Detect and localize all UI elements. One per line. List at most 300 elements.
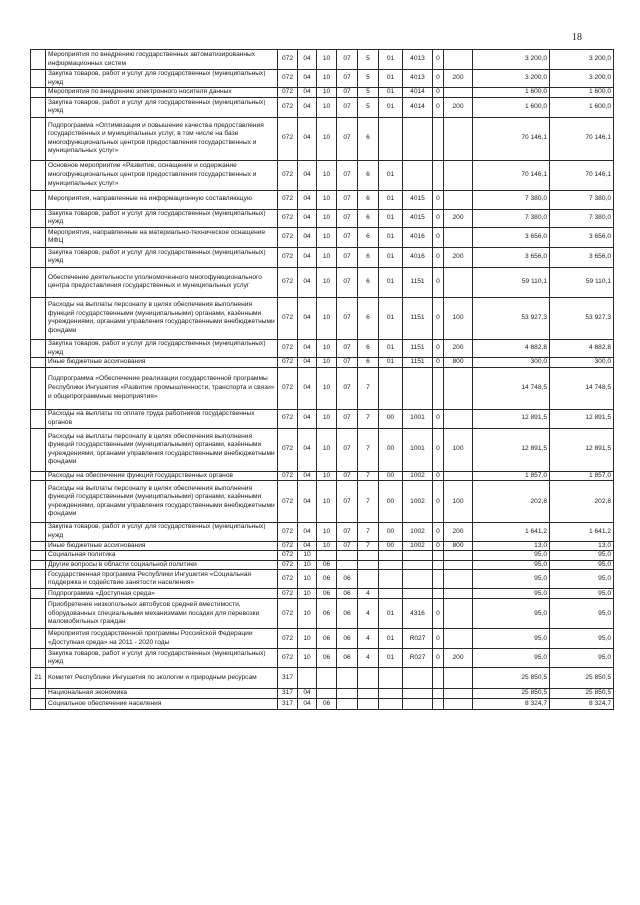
sub-code-cell [433, 668, 444, 689]
direction-code-cell: 4316 [403, 599, 433, 629]
section-code-cell: 04 [298, 209, 317, 227]
program-code-cell: 06 [337, 599, 358, 629]
row-number-cell: 21 [31, 668, 46, 689]
admin-code-cell: 072 [278, 471, 298, 481]
table-row [31, 523, 614, 541]
amount-approved-cell: 25 850,5 [550, 689, 614, 699]
subprogram-code-cell: 4 [358, 629, 379, 649]
sub-code-cell [433, 570, 444, 589]
event-code-cell [379, 551, 403, 561]
event-code-cell [379, 589, 403, 599]
sub-code-cell: 0 [433, 409, 444, 428]
subprogram-code-cell: 4 [358, 599, 379, 629]
subsection-code-cell: 10 [317, 367, 337, 409]
program-code-cell: 07 [337, 471, 358, 481]
amount-cell: 70 146,1 [473, 160, 550, 190]
expense-type-code-cell [444, 560, 473, 570]
item-name-cell: Закупка товаров, работ и услуг для государственных (муниципальных) нужд [46, 209, 278, 227]
sub-code-cell [433, 589, 444, 599]
sub-code-cell: 0 [433, 50, 444, 70]
item-name-cell: Иные бюджетные ассигнования [46, 358, 278, 368]
row-number-cell [31, 599, 46, 629]
amount-cell: 1 857,0 [473, 471, 550, 481]
expense-type-code-cell [444, 599, 473, 629]
sub-code-cell [433, 689, 444, 699]
admin-code-cell: 072 [278, 367, 298, 409]
subprogram-code-cell: 6 [358, 209, 379, 227]
sub-code-cell: 0 [433, 297, 444, 339]
section-code-cell: 04 [298, 698, 317, 709]
direction-code-cell: 1151 [403, 297, 433, 339]
admin-code-cell: 072 [278, 247, 298, 267]
table-row [31, 160, 614, 190]
expense-type-code-cell: 100 [444, 297, 473, 339]
direction-code-cell: 1151 [403, 339, 433, 357]
amount-approved-cell: 3 200,0 [550, 50, 614, 70]
item-name-cell: Мероприятия, направленные на информационную составляющую [46, 190, 278, 209]
expense-type-code-cell [444, 117, 473, 160]
row-number-cell [31, 209, 46, 227]
row-number-cell [31, 481, 46, 523]
event-code-cell: 01 [379, 88, 403, 98]
event-code-cell: 00 [379, 523, 403, 541]
amount-approved-cell: 70 146,1 [550, 117, 614, 160]
admin-code-cell: 072 [278, 267, 298, 297]
row-number-cell [31, 297, 46, 339]
subsection-code-cell: 10 [317, 523, 337, 541]
sub-code-cell [433, 551, 444, 561]
table-row [31, 541, 614, 551]
amount-cell: 95,0 [473, 570, 550, 589]
admin-code-cell: 072 [278, 560, 298, 570]
amount-cell: 3 200,0 [473, 50, 550, 70]
row-number-cell [31, 428, 46, 471]
subprogram-code-cell: 7 [358, 523, 379, 541]
subsection-code-cell: 10 [317, 471, 337, 481]
row-number-cell [31, 97, 46, 117]
subsection-code-cell: 10 [317, 117, 337, 160]
table-row [31, 88, 614, 98]
sub-code-cell [433, 160, 444, 190]
subsection-code-cell: 10 [317, 97, 337, 117]
amount-cell: 7 380,0 [473, 209, 550, 227]
amount-cell: 59 110,1 [473, 267, 550, 297]
event-code-cell: 01 [379, 339, 403, 357]
amount-cell: 3 656,0 [473, 227, 550, 247]
table-row [31, 599, 614, 629]
row-number-cell [31, 471, 46, 481]
table-row [31, 339, 614, 357]
item-name-cell: Расходы на выплаты персоналу в целях обеспечения выполнения функций государственными (муниципальными) органами, казёнными учреждениями, органами управления государственными внебюджетными фондами [46, 481, 278, 523]
section-code-cell: 10 [298, 551, 317, 561]
subprogram-code-cell: 5 [358, 97, 379, 117]
admin-code-cell: 317 [278, 668, 298, 689]
expense-type-code-cell: 200 [444, 247, 473, 267]
sub-code-cell: 0 [433, 267, 444, 297]
event-code-cell: 01 [379, 227, 403, 247]
amount-approved-cell: 7 380,0 [550, 209, 614, 227]
subprogram-code-cell: 6 [358, 247, 379, 267]
subprogram-code-cell: 6 [358, 117, 379, 160]
program-code-cell: 07 [337, 247, 358, 267]
event-code-cell: 01 [379, 649, 403, 668]
sub-code-cell: 0 [433, 227, 444, 247]
row-number-cell [31, 70, 46, 88]
direction-code-cell: 4014 [403, 97, 433, 117]
item-name-cell: Расходы на выплаты персоналу в целях обеспечения выполнения функций государственными (муниципальными) органами, казёнными учреждениями, органами управления государственными внебюджетными фондами [46, 428, 278, 471]
row-number-cell [31, 227, 46, 247]
subprogram-code-cell: 6 [358, 339, 379, 357]
subprogram-code-cell [358, 560, 379, 570]
subprogram-code-cell [358, 551, 379, 561]
subprogram-code-cell: 7 [358, 428, 379, 471]
amount-cell: 95,0 [473, 649, 550, 668]
sub-code-cell [433, 698, 444, 709]
item-name-cell: Национальная экономика [46, 689, 278, 699]
table-row [31, 297, 614, 339]
sub-code-cell: 0 [433, 599, 444, 629]
sub-code-cell: 0 [433, 358, 444, 368]
section-code-cell: 04 [298, 160, 317, 190]
program-code-cell [337, 560, 358, 570]
subsection-code-cell: 10 [317, 267, 337, 297]
expense-type-code-cell [444, 471, 473, 481]
row-number-cell [31, 551, 46, 561]
page-number: 18 [572, 32, 582, 43]
amount-cell: 3 200,0 [473, 70, 550, 88]
amount-cell: 95,0 [473, 599, 550, 629]
program-code-cell: 07 [337, 297, 358, 339]
section-code-cell: 04 [298, 297, 317, 339]
section-code-cell: 10 [298, 629, 317, 649]
table-row [31, 209, 614, 227]
amount-cell: 53 927,3 [473, 297, 550, 339]
direction-code-cell: 1001 [403, 428, 433, 471]
expense-type-code-cell [444, 50, 473, 70]
subsection-code-cell: 10 [317, 88, 337, 98]
direction-code-cell [403, 689, 433, 699]
amount-cell: 202,8 [473, 481, 550, 523]
program-code-cell: 07 [337, 541, 358, 551]
section-code-cell: 10 [298, 649, 317, 668]
program-code-cell: 07 [337, 367, 358, 409]
amount-approved-cell: 300,0 [550, 358, 614, 368]
subsection-code-cell: 10 [317, 190, 337, 209]
expense-type-code-cell [444, 409, 473, 428]
event-code-cell [379, 367, 403, 409]
direction-code-cell: 4016 [403, 247, 433, 267]
subsection-code-cell: 10 [317, 247, 337, 267]
table-row [31, 50, 614, 70]
subprogram-code-cell: 5 [358, 88, 379, 98]
row-number-cell [31, 367, 46, 409]
admin-code-cell: 072 [278, 88, 298, 98]
event-code-cell: 00 [379, 428, 403, 471]
subprogram-code-cell: 6 [358, 227, 379, 247]
direction-code-cell [403, 367, 433, 409]
subprogram-code-cell [358, 698, 379, 709]
amount-cell: 14 748,5 [473, 367, 550, 409]
subsection-code-cell: 06 [317, 599, 337, 629]
item-name-cell: Закупка товаров, работ и услуг для государственных (муниципальных) нужд [46, 70, 278, 88]
program-code-cell: 07 [337, 117, 358, 160]
row-number-cell [31, 589, 46, 599]
row-number-cell [31, 560, 46, 570]
amount-cell: 12 891,5 [473, 428, 550, 471]
amount-cell: 300,0 [473, 358, 550, 368]
event-code-cell [379, 570, 403, 589]
item-name-cell: Мероприятия государственной программы Российской Федерации «Доступная среда» на 2011 - 2020 годы [46, 629, 278, 649]
amount-approved-cell: 14 748,5 [550, 367, 614, 409]
section-code-cell: 04 [298, 70, 317, 88]
section-code-cell: 04 [298, 50, 317, 70]
program-code-cell: 07 [337, 50, 358, 70]
amount-approved-cell: 1 641,2 [550, 523, 614, 541]
direction-code-cell: 4013 [403, 50, 433, 70]
event-code-cell: 01 [379, 247, 403, 267]
admin-code-cell: 072 [278, 570, 298, 589]
amount-approved-cell: 95,0 [550, 649, 614, 668]
event-code-cell: 01 [379, 70, 403, 88]
sub-code-cell [433, 117, 444, 160]
subsection-code-cell: 06 [317, 570, 337, 589]
section-code-cell: 04 [298, 117, 317, 160]
amount-cell: 8 324,7 [473, 698, 550, 709]
subsection-code-cell: 10 [317, 70, 337, 88]
event-code-cell: 01 [379, 160, 403, 190]
direction-code-cell [403, 589, 433, 599]
row-number-cell [31, 190, 46, 209]
program-code-cell [337, 551, 358, 561]
item-name-cell: Расходы на выплаты персоналу в целях обеспечения выполнения функций государственными (муниципальными) органами, казёнными учреждениями, органами управления государственными внебюджетными фондами [46, 297, 278, 339]
row-number-cell [31, 570, 46, 589]
item-name-cell: Приобретение низкопольных автобусов средней вместимости, оборудованных специальными механизмами посадки для перевозки маломобильных граждан [46, 599, 278, 629]
table-row [31, 668, 614, 689]
amount-approved-cell: 95,0 [550, 629, 614, 649]
sub-code-cell: 0 [433, 649, 444, 668]
direction-code-cell [403, 570, 433, 589]
direction-code-cell: 1002 [403, 481, 433, 523]
admin-code-cell: 072 [278, 50, 298, 70]
event-code-cell: 01 [379, 97, 403, 117]
section-code-cell [298, 668, 317, 689]
table-row [31, 428, 614, 471]
item-name-cell: Комитет Республики Ингушетия по экологии и природным ресурсам [46, 668, 278, 689]
amount-approved-cell: 202,8 [550, 481, 614, 523]
section-code-cell: 04 [298, 190, 317, 209]
expense-type-code-cell: 800 [444, 541, 473, 551]
direction-code-cell: 1151 [403, 267, 433, 297]
amount-approved-cell: 7 380,0 [550, 190, 614, 209]
expense-type-code-cell [444, 160, 473, 190]
subprogram-code-cell: 6 [358, 267, 379, 297]
expense-type-code-cell: 100 [444, 481, 473, 523]
section-code-cell: 04 [298, 339, 317, 357]
admin-code-cell: 072 [278, 428, 298, 471]
admin-code-cell: 072 [278, 523, 298, 541]
direction-code-cell: 1002 [403, 541, 433, 551]
sub-code-cell: 0 [433, 428, 444, 471]
section-code-cell: 04 [298, 367, 317, 409]
amount-approved-cell: 8 324,7 [550, 698, 614, 709]
amount-cell: 4 882,8 [473, 339, 550, 357]
event-code-cell [379, 117, 403, 160]
direction-code-cell: 1002 [403, 523, 433, 541]
table-row [31, 698, 614, 709]
table-row [31, 247, 614, 267]
program-code-cell: 07 [337, 339, 358, 357]
event-code-cell: 01 [379, 629, 403, 649]
sub-code-cell: 0 [433, 97, 444, 117]
subsection-code-cell: 10 [317, 428, 337, 471]
amount-approved-cell: 13,0 [550, 541, 614, 551]
table-row [31, 629, 614, 649]
expense-type-code-cell [444, 367, 473, 409]
expense-type-code-cell: 100 [444, 428, 473, 471]
program-code-cell: 06 [337, 570, 358, 589]
amount-cell: 1 641,2 [473, 523, 550, 541]
item-name-cell: Государственная программа Республики Ингушетия «Социальная поддержка и содействие занятости населения» [46, 570, 278, 589]
expense-type-code-cell [444, 88, 473, 98]
section-code-cell: 04 [298, 481, 317, 523]
subprogram-code-cell: 7 [358, 367, 379, 409]
subprogram-code-cell: 4 [358, 589, 379, 599]
amount-cell: 25 850,5 [473, 689, 550, 699]
amount-approved-cell: 3 656,0 [550, 227, 614, 247]
table-row [31, 367, 614, 409]
subprogram-code-cell: 7 [358, 471, 379, 481]
amount-approved-cell: 95,0 [550, 599, 614, 629]
sub-code-cell: 0 [433, 88, 444, 98]
subsection-code-cell: 10 [317, 50, 337, 70]
section-code-cell: 04 [298, 88, 317, 98]
expense-type-code-cell: 200 [444, 523, 473, 541]
section-code-cell: 04 [298, 471, 317, 481]
amount-cell: 95,0 [473, 629, 550, 649]
amount-approved-cell: 53 927,3 [550, 297, 614, 339]
sub-code-cell: 0 [433, 629, 444, 649]
program-code-cell: 07 [337, 97, 358, 117]
program-code-cell: 07 [337, 160, 358, 190]
admin-code-cell: 072 [278, 649, 298, 668]
row-number-cell [31, 117, 46, 160]
amount-cell: 70 146,1 [473, 117, 550, 160]
amount-cell: 95,0 [473, 551, 550, 561]
table-row [31, 70, 614, 88]
section-code-cell: 04 [298, 97, 317, 117]
direction-code-cell: 4015 [403, 209, 433, 227]
table-row [31, 227, 614, 247]
budget-table-body [31, 50, 614, 710]
sub-code-cell: 0 [433, 541, 444, 551]
item-name-cell: Иные бюджетные ассигнования [46, 541, 278, 551]
item-name-cell: Другие вопросы в области социальной политики [46, 560, 278, 570]
item-name-cell: Расходы на выплаты по оплате труда работников государственных органов [46, 409, 278, 428]
admin-code-cell: 072 [278, 589, 298, 599]
direction-code-cell: 4014 [403, 88, 433, 98]
section-code-cell: 04 [298, 523, 317, 541]
item-name-cell: Расходы на обеспечение функций государственных органов [46, 471, 278, 481]
subprogram-code-cell: 7 [358, 541, 379, 551]
admin-code-cell: 072 [278, 97, 298, 117]
section-code-cell: 04 [298, 267, 317, 297]
subsection-code-cell: 06 [317, 560, 337, 570]
subprogram-code-cell: 6 [358, 297, 379, 339]
row-number-cell [31, 50, 46, 70]
program-code-cell [337, 668, 358, 689]
expense-type-code-cell [444, 668, 473, 689]
direction-code-cell [403, 698, 433, 709]
subsection-code-cell: 10 [317, 409, 337, 428]
event-code-cell: 01 [379, 267, 403, 297]
sub-code-cell: 0 [433, 339, 444, 357]
item-name-cell: Подпрограмма «Оптимизация и повышение качества предоставления государственных и муниципальных услуг, в том числе на базе многофункциональных центров предоставления государственных и муниципальных услуг» [46, 117, 278, 160]
event-code-cell: 01 [379, 50, 403, 70]
row-number-cell [31, 649, 46, 668]
amount-approved-cell: 4 882,8 [550, 339, 614, 357]
row-number-cell [31, 160, 46, 190]
amount-cell: 13,0 [473, 541, 550, 551]
program-code-cell: 07 [337, 70, 358, 88]
item-name-cell: Закупка товаров, работ и услуг для государственных (муниципальных) нужд [46, 339, 278, 357]
direction-code-cell [403, 117, 433, 160]
section-code-cell: 10 [298, 589, 317, 599]
direction-code-cell: 4016 [403, 227, 433, 247]
direction-code-cell [403, 560, 433, 570]
event-code-cell: 01 [379, 599, 403, 629]
subprogram-code-cell: 6 [358, 190, 379, 209]
expense-type-code-cell: 200 [444, 209, 473, 227]
admin-code-cell: 072 [278, 70, 298, 88]
sub-code-cell [433, 367, 444, 409]
subsection-code-cell: 10 [317, 160, 337, 190]
program-code-cell: 07 [337, 227, 358, 247]
budget-table [30, 49, 614, 710]
sub-code-cell: 0 [433, 471, 444, 481]
event-code-cell: 00 [379, 471, 403, 481]
row-number-cell [31, 698, 46, 709]
row-number-cell [31, 358, 46, 368]
program-code-cell: 07 [337, 267, 358, 297]
expense-type-code-cell: 200 [444, 70, 473, 88]
admin-code-cell: 072 [278, 599, 298, 629]
subprogram-code-cell [358, 570, 379, 589]
program-code-cell [337, 698, 358, 709]
event-code-cell: 00 [379, 409, 403, 428]
amount-cell: 3 656,0 [473, 247, 550, 267]
event-code-cell [379, 668, 403, 689]
table-row [31, 560, 614, 570]
amount-approved-cell: 3 200,0 [550, 70, 614, 88]
row-number-cell [31, 409, 46, 428]
event-code-cell: 00 [379, 541, 403, 551]
expense-type-code-cell [444, 689, 473, 699]
table-row [31, 267, 614, 297]
direction-code-cell: 1151 [403, 358, 433, 368]
program-code-cell: 06 [337, 629, 358, 649]
item-name-cell: Основное мероприятие «Развитие, оснащение и содержание многофункциональных центров предоставления государственных и муниципальных услуг» [46, 160, 278, 190]
admin-code-cell: 072 [278, 551, 298, 561]
expense-type-code-cell [444, 267, 473, 297]
sub-code-cell: 0 [433, 209, 444, 227]
table-row [31, 589, 614, 599]
amount-approved-cell: 25 850,5 [550, 668, 614, 689]
subsection-code-cell: 10 [317, 358, 337, 368]
table-row [31, 551, 614, 561]
expense-type-code-cell: 200 [444, 339, 473, 357]
amount-approved-cell: 59 110,1 [550, 267, 614, 297]
direction-code-cell: 4013 [403, 70, 433, 88]
